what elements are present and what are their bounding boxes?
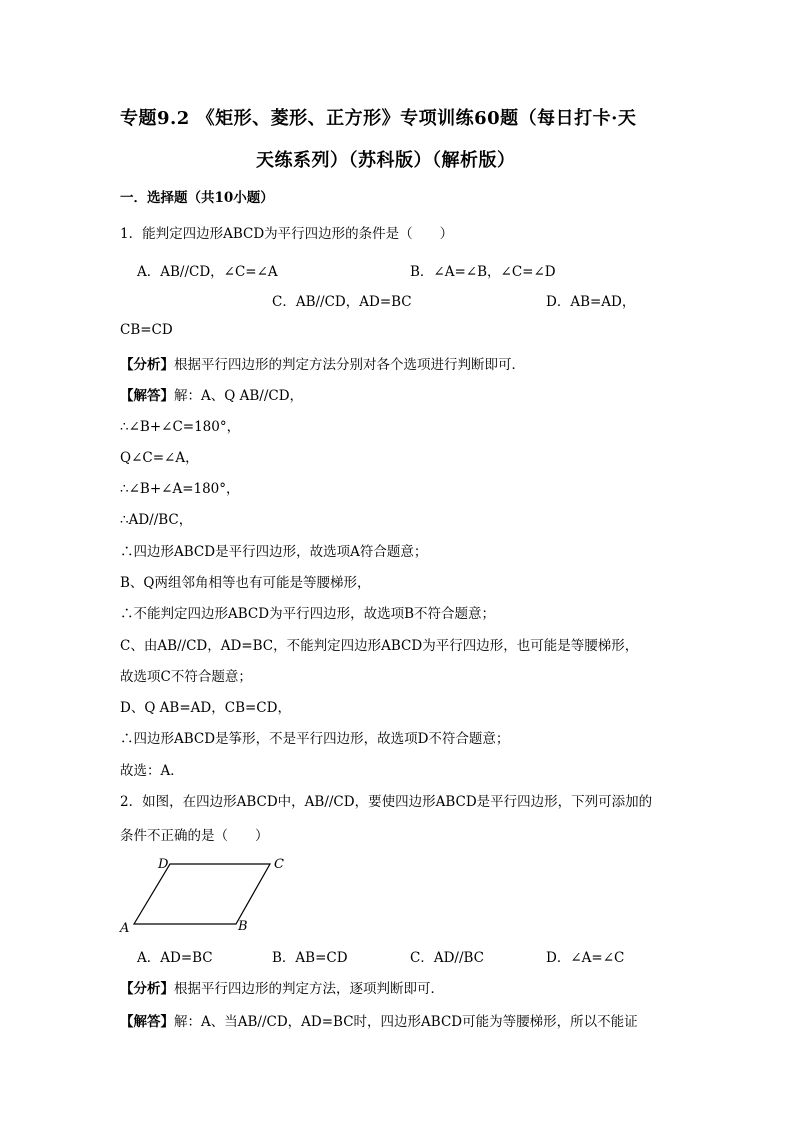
q2-analysis [120,977,444,997]
answer-tag: 【解答】 [120,388,174,404]
q1-option-d-cont: CB=CD [120,322,173,338]
q1-answer-line: ∴AD//BC， [120,512,193,528]
q1-answer-line: ∴∠B+∠C=180°， [120,419,241,435]
q1-answer-line: D、Q AB=AD，CB=CD， [120,700,291,716]
q2-stem-line2: 条件不正确的是（ ） [120,828,269,844]
vertex-label-d: D [158,857,169,872]
q2-option-a: A．AD=BC [137,950,213,966]
q1-answer-line: 故选项C不符合题意； [120,669,252,685]
document-title-line2: 天练系列）（苏科版）（解析版） [256,150,516,171]
q1-analysis [120,353,525,373]
q2-option-c: C．AD//BC [410,950,484,966]
vertex-label-c: C [274,857,284,872]
q1-answer-line: ∴∠B+∠A=180°， [120,481,240,497]
analysis-text: 根据平行四边形的判定方法，逐项判断即可． [174,981,444,997]
analysis-tag: 【分析】 [120,981,174,997]
q1-answer-line: Q∠C=∠A， [120,450,199,466]
q1-answer-line: C、由AB//CD，AD=BC，不能判定四边形ABCD为平行四边形，也可能是等腰梯形， [120,638,639,654]
parallelogram-shape [134,864,270,924]
q1-answer-line: ∴不能判定四边形ABCD为平行四边形，故选项B不符合题意； [120,606,495,622]
q1-answer-line: ∴四边形ABCD是筝形，不是平行四边形，故选项D不符合题意； [120,731,510,747]
q1-option-c: C．AB//CD，AD=BC [272,294,412,310]
q1-stem: 1．能判定四边形ABCD为平行四边形的条件是（ ） [120,226,454,242]
answer-tag: 【解答】 [120,1014,174,1030]
q1-option-a: A．AB//CD，∠C=∠A [137,264,278,280]
q1-option-d: D．AB=AD， [546,294,636,310]
q1-answer-line: B、Q两组邻角相等也有可能是等腰梯形， [120,575,371,591]
q1-answer-line: ∴四边形ABCD是平行四边形，故选项A符合题意； [120,544,428,560]
q1-answer-line: 故选：A． [120,763,184,779]
answer-text: 解：A、当AB//CD，AD=BC时，四边形ABCD可能为等腰梯形，所以不能证 [174,1014,638,1030]
vertex-label-a: A [120,921,130,934]
analysis-tag: 【分析】 [120,357,174,373]
q2-option-d: D．∠A=∠C [546,950,625,966]
q1-answer-first [120,384,303,404]
q2-answer [120,1010,638,1030]
analysis-text: 根据平行四边形的判定方法分别对各个选项进行判断即可． [174,357,525,373]
answer-text: 解：A、Q AB//CD， [174,388,304,404]
q2-stem-line1: 2．如图，在四边形ABCD中，AB//CD，要使四边形ABCD是平行四边形，下列可添加的 [120,794,653,810]
q1-option-b: B．∠A=∠B，∠C=∠D [410,264,556,280]
vertex-label-b: B [238,919,248,934]
q2-option-b: B．AB=CD [272,950,348,966]
parallelogram-diagram [118,852,298,934]
document-title-line1: 专题9.2 《矩形、菱形、正方形》专项训练60题（每日打卡·天 [120,108,637,129]
section-heading: 一．选择题（共10小题） [120,190,274,206]
